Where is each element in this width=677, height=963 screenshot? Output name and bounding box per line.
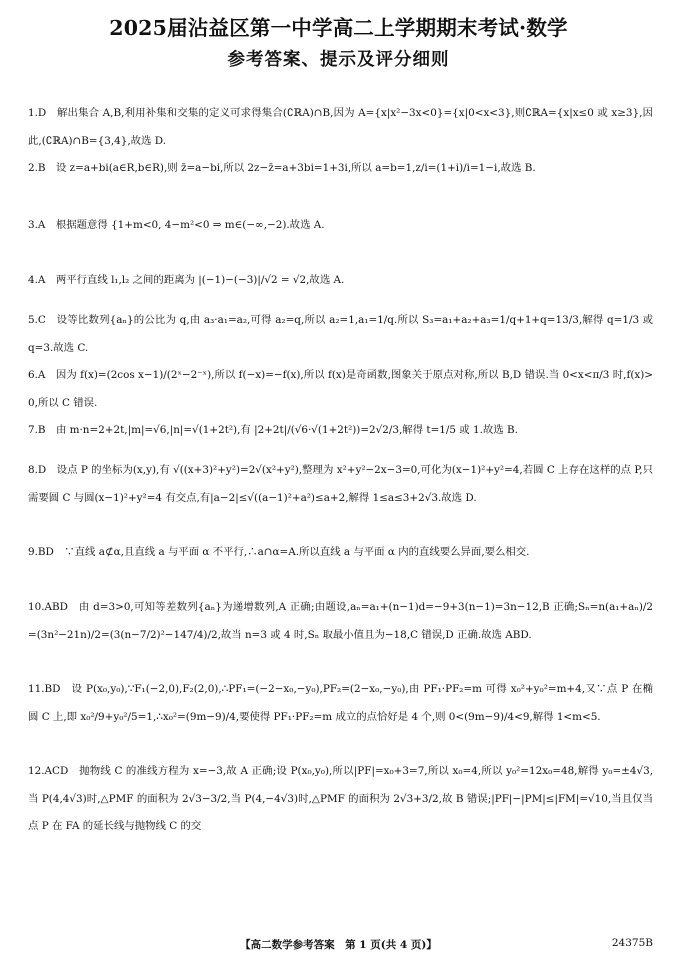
answer-text: 两平行直线 l₁,l₂ 之间的距离为 |(−1)−(−3)|/√2 = √2,故选 A. (55, 274, 345, 286)
answer-text: 设点 P 的坐标为(x,y),有 √((x+3)²+y²)=2√(x²+y²),整理为 x²+y²−2x−3=0,可化为(x−1)²+y²=4,若圆 C 上存在这样的点 P,只需要圆 C 与圆(x−1)²+y²=4 有交点,有|a−2|≤√((a−1)²+a²)≤a+2,解得 1≤a≤3+2√3.故选 D. (28, 464, 654, 504)
answer-number: 2.B (28, 162, 46, 174)
answer-text: 由 m·n=2+2t,|m|=√6,|n|=√(1+2t²),有 |2+2t|/(√6·√(1+2t²))=2√2/3,解得 t=1/5 或 1.故选 B. (55, 424, 518, 436)
answer-text: 设等比数列{aₙ}的公比为 q,由 a₃·a₁=a₂,可得 a₂=q,所以 a₂=1,a₁=1/q.所以 S₃=a₁+a₂+a₃=1/q+1+q=13/3,解得 q=1/3 或 q=3.故选 C. (28, 314, 654, 354)
answer-text: 解出集合 A,B,利用补集和交集的定义可求得集合(∁ℝA)∩B,因为 A={x|x²−3x<0}={x|0<x<3},则∁ℝA={x|x≤0 或 x≥3},因此,(∁ℝA)∩B={3,4},故选 D. (28, 107, 654, 147)
answer-text: 由 d=3>0,可知等差数列{aₙ}为递增数列,A 正确;由题设,aₙ=a₁+(n−1)d=−9+3(n−1)=3n−12,B 正确;Sₙ=n(a₁+aₙ)/2=(3n²−21n)/2=(3(n−7/2)²−147/4)/2,故当 n=3 或 4 时,Sₙ 取最小值且为−18,C 错误,D 正确.故选 ABD. (28, 601, 653, 641)
answer-number: 1.D (28, 107, 47, 119)
answers-list (28, 100, 653, 840)
page-subtitle: 参考答案、提示及评分细则 (227, 50, 450, 70)
page-footer: 【高二数学参考答案 第 1 页(共 4 页)】 (240, 939, 437, 951)
answer-text: 因为 f(x)=(2cos x−1)/(2ˣ−2⁻ˣ),所以 f(−x)=−f(x),所以 f(x)是奇函数,图象关于原点对称,所以 B,D 错误.当 0<x<π/3 时,f(x)>0,所以 C 错误. (28, 369, 654, 409)
answer-item (28, 212, 653, 267)
answer-number: 9.BD (28, 546, 54, 558)
answer-item (28, 267, 653, 307)
answer-number: 6.A (28, 369, 46, 381)
answer-item (28, 676, 653, 758)
answer-number: 3.A (28, 219, 46, 231)
page-title: 2025届沾益区第一中学高二上学期期末考试·数学 (109, 16, 568, 40)
answer-item (28, 758, 653, 840)
answer-number: 12.ACD (28, 765, 69, 777)
answer-text: 设 P(x₀,y₀),∵F₁(−2,0),F₂(2,0),∴PF₁=(−2−x₀,−y₀),PF₂=(2−x₀,−y₀),由 PF₁·PF₂=m 可得 x₀²+y₀²=m+4,又∵点 P 在椭圆 C 上,即 x₀²/9+y₀²/5=1,∴x₀²=(9m−9)/4,要使得 PF₁·PF₂=m 成立的点恰好是 4 个,则 0<(9m−9)/4<9,解得 1<m<5. (28, 683, 653, 723)
answer-number: 8.D (28, 464, 47, 476)
answer-item (28, 539, 653, 594)
answer-item (28, 307, 653, 362)
answer-number: 10.ABD (28, 601, 68, 613)
document-code: 24375B (611, 937, 653, 949)
answer-item (28, 457, 653, 539)
answer-text: ∵直线 a⊄α,且直线 a 与平面 α 不平行,∴a∩α=A.所以直线 a 与平面 α 内的直线要么异面,要么相交. (64, 546, 530, 558)
answer-item (28, 594, 653, 676)
answer-number: 5.C (28, 314, 46, 326)
answer-item (28, 362, 653, 417)
answer-text: 根据题意得 {1+m<0, 4−m²<0 ⇒ m∈(−∞,−2).故选 A. (55, 219, 325, 231)
answer-number: 11.BD (28, 683, 61, 695)
answer-item (28, 417, 653, 457)
answer-item (28, 155, 653, 212)
answer-number: 7.B (28, 424, 46, 436)
answer-number: 4.A (28, 274, 46, 286)
answer-text: 抛物线 C 的准线方程为 x=−3,故 A 正确;设 P(x₀,y₀),所以|PF|=x₀+3=7,所以 x₀=4,所以 y₀²=12x₀=48,解得 y₀=±4√3,当 P(4,4√3)时,△PMF 的面积为 2√3−3/2,当 P(4,−4√3)时,△PMF 的面积为 2√3+3/2,故 B 错误;|PF|−|PM|≤|FM|=√10,当且仅当点 P 在 FA 的延长线与抛物线 C 的交 (28, 765, 654, 833)
answer-text: 设 z=a+bi(a∈R,b∈R),则 z̄=a−bi,所以 2z−z̄=a+3bi=1+3i,所以 a=b=1,z/i=(1+i)/i=1−i,故选 B. (55, 162, 536, 174)
answer-item (28, 100, 653, 155)
